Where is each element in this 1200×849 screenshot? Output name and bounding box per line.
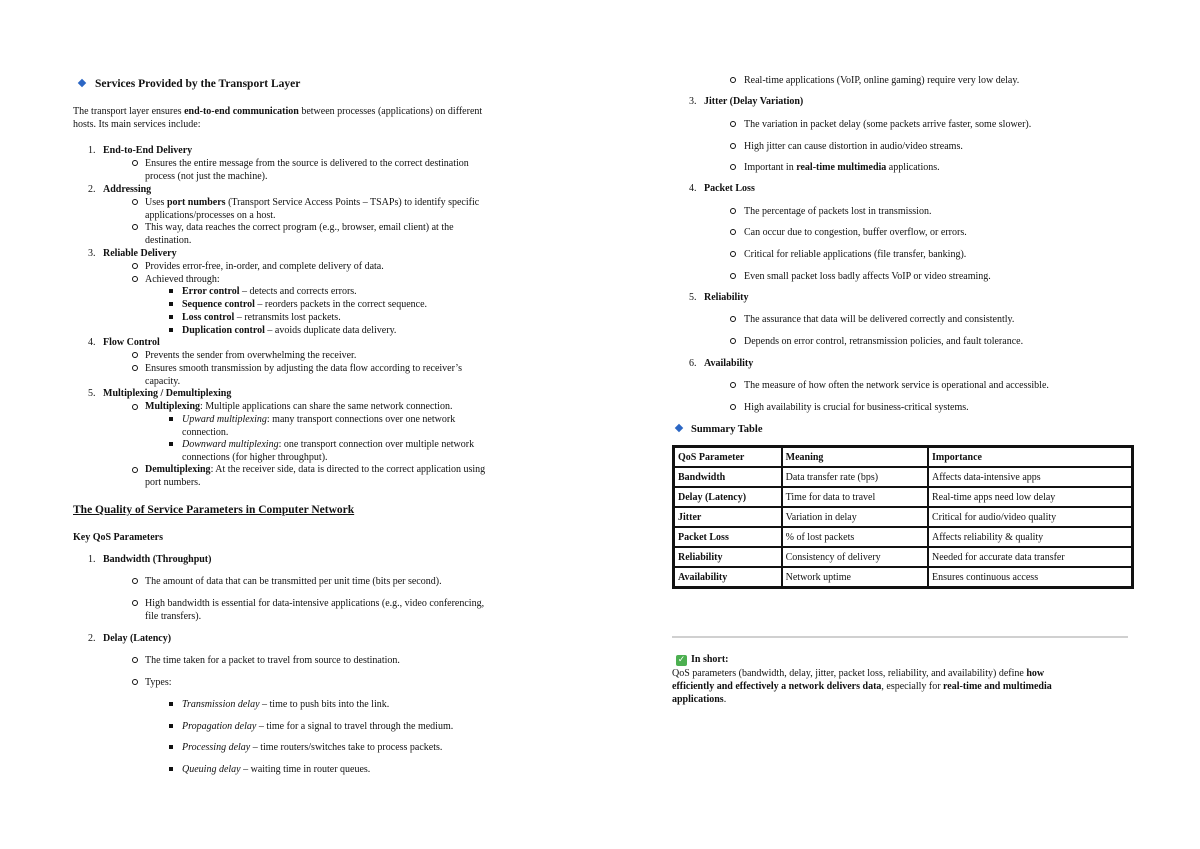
service-2: 2. Addressing — [88, 184, 152, 195]
qos-item-availability: 6. Availability — [689, 358, 754, 369]
list-item: Downward multiplexing: one transport connection over multiple network connections (for higher throughput). — [182, 439, 475, 463]
list-item: This way, data reaches the correct program (e.g., browser, email client) at the destination. — [145, 222, 454, 246]
service-1: 1. End-to-End Delivery — [88, 145, 193, 156]
in-short-paragraph: QoS parameters (bandwidth, delay, jitter, packet loss, reliability, and availability) define how efficiently and effectively a network delivers data, especially for real-time and multimedia applications. — [672, 668, 1052, 705]
list-item: Processing delay – time routers/switches take to process packets. — [182, 742, 443, 753]
circle-bullet-icon — [132, 224, 138, 230]
table-cell: Data transfer rate (bps) — [782, 467, 928, 487]
list-item: Types: — [145, 677, 172, 688]
circle-bullet-icon — [132, 365, 138, 371]
summary-table-title: Summary Table — [676, 423, 762, 437]
table-cell: Importance — [928, 447, 1132, 467]
list-item: High jitter can cause distortion in audio/video streams. — [744, 141, 963, 152]
qos-item-bandwidth: 1. Bandwidth (Throughput) — [88, 554, 212, 565]
circle-bullet-icon — [132, 578, 138, 584]
table-row — [674, 487, 1132, 507]
table-cell: Consistency of delivery — [782, 547, 928, 567]
list-item: Error control – detects and corrects errors. — [182, 286, 357, 297]
circle-bullet-icon — [730, 338, 736, 344]
list-item: Important in real-time multimedia applications. — [744, 162, 940, 173]
table-cell: Time for data to travel — [782, 487, 928, 507]
table-cell: Variation in delay — [782, 507, 928, 527]
circle-bullet-icon — [132, 657, 138, 663]
service-3: 3. Reliable Delivery — [88, 248, 177, 259]
key-qos-heading: Key QoS Parameters — [73, 532, 163, 543]
table-cell: Packet Loss — [674, 527, 782, 547]
table-row — [674, 467, 1132, 487]
list-item: Demultiplexing: At the receiver side, data is directed to the correct application using port numbers. — [145, 464, 486, 488]
table-cell: Meaning — [782, 447, 928, 467]
list-item: Queuing delay – waiting time in router queues. — [182, 764, 371, 775]
circle-bullet-icon — [132, 199, 138, 205]
list-item: The time taken for a packet to travel from source to destination. — [145, 655, 400, 666]
checkmark-icon: ✓ — [677, 655, 686, 665]
table-row — [674, 507, 1132, 527]
list-item: The amount of data that can be transmitted per unit time (bits per second). — [145, 576, 442, 587]
list-item: Achieved through: — [145, 274, 220, 285]
list-item: Ensures the entire message from the source is delivered to the correct destination process (not just the machine). — [145, 158, 469, 182]
list-item: Propagation delay – time for a signal to travel through the medium. — [182, 721, 454, 732]
service-5: 5. Multiplexing / Demultiplexing — [88, 388, 232, 399]
list-item: Upward multiplexing: many transport connections over one network connection. — [182, 414, 456, 438]
qos-heading: The Quality of Service Parameters in Computer Network — [73, 504, 355, 516]
table-cell: Critical for audio/video quality — [928, 507, 1132, 527]
list-item: Multiplexing: Multiple applications can share the same network connection. — [145, 401, 453, 412]
square-bullet-icon — [169, 302, 173, 306]
list-item: The variation in packet delay (some packets arrive faster, some slower). — [744, 119, 1032, 130]
circle-bullet-icon — [730, 121, 736, 127]
circle-bullet-icon — [730, 208, 736, 214]
intro-paragraph: The transport layer ensures end-to-end communication between processes (applications) on different hosts. Its main services include: — [73, 106, 483, 130]
table-cell: QoS Parameter — [674, 447, 782, 467]
summary-table — [672, 445, 1134, 589]
circle-bullet-icon — [132, 263, 138, 269]
circle-bullet-icon — [730, 251, 736, 257]
square-bullet-icon — [169, 328, 173, 332]
service-4: 4. Flow Control — [88, 337, 160, 348]
qos-item-reliability: 5. Reliability — [689, 292, 749, 303]
table-row — [674, 567, 1132, 587]
square-bullet-icon — [169, 442, 173, 446]
list-item: Depends on error control, retransmission policies, and fault tolerance. — [744, 336, 1024, 347]
table-cell: Bandwidth — [674, 467, 782, 487]
square-bullet-icon — [169, 417, 173, 421]
list-item: The measure of how often the network service is operational and accessible. — [744, 380, 1049, 391]
table-header-row — [674, 447, 1132, 467]
table-cell: Real-time apps need low delay — [928, 487, 1132, 507]
circle-bullet-icon — [730, 229, 736, 235]
square-bullet-icon — [169, 767, 173, 771]
in-short-label: ✓ In short: — [677, 654, 729, 665]
circle-bullet-icon — [132, 276, 138, 282]
list-item: High availability is crucial for business-critical systems. — [744, 402, 969, 413]
diamond-bullet-icon — [78, 79, 86, 87]
square-bullet-icon — [169, 289, 173, 293]
list-item: Uses port numbers (Transport Service Access Points – TSAPs) to identify specific applications/processes on a host. — [145, 197, 480, 221]
square-bullet-icon — [169, 315, 173, 319]
list-item: Real-time applications (VoIP, online gaming) require very low delay. — [744, 75, 1020, 86]
diamond-bullet-icon — [675, 424, 683, 432]
circle-bullet-icon — [730, 164, 736, 170]
list-item: Transmission delay – time to push bits into the link. — [182, 699, 390, 710]
section-title-transport: Services Provided by the Transport Layer — [79, 77, 300, 92]
circle-bullet-icon — [730, 404, 736, 410]
circle-bullet-icon — [730, 273, 736, 279]
list-item: The percentage of packets lost in transmission. — [744, 206, 932, 217]
list-item: Even small packet loss badly affects VoIP or video streaming. — [744, 271, 991, 282]
list-item: Duplication control – avoids duplicate data delivery. — [182, 325, 397, 336]
table-cell: % of lost packets — [782, 527, 928, 547]
list-item: Ensures smooth transmission by adjusting the data flow according to receiver’s capacity. — [145, 363, 462, 387]
table-cell: Delay (Latency) — [674, 487, 782, 507]
qos-item-packet-loss: 4. Packet Loss — [689, 183, 755, 194]
list-item: High bandwidth is essential for data-intensive applications (e.g., video conferencing, file transfers). — [145, 598, 485, 622]
circle-bullet-icon — [730, 77, 736, 83]
circle-bullet-icon — [730, 143, 736, 149]
table-cell: Network uptime — [782, 567, 928, 587]
table-cell: Reliability — [674, 547, 782, 567]
circle-bullet-icon — [132, 600, 138, 606]
square-bullet-icon — [169, 745, 173, 749]
table-cell: Jitter — [674, 507, 782, 527]
table-row — [674, 527, 1132, 547]
list-item: The assurance that data will be delivered correctly and consistently. — [744, 314, 1015, 325]
circle-bullet-icon — [730, 316, 736, 322]
circle-bullet-icon — [132, 404, 138, 410]
square-bullet-icon — [169, 724, 173, 728]
table-cell: Needed for accurate data transfer — [928, 547, 1132, 567]
circle-bullet-icon — [132, 679, 138, 685]
list-item: Provides error-free, in-order, and complete delivery of data. — [145, 261, 384, 272]
circle-bullet-icon — [132, 467, 138, 473]
circle-bullet-icon — [730, 382, 736, 388]
qos-item-delay: 2. Delay (Latency) — [88, 633, 172, 644]
table-cell: Affects data-intensive apps — [928, 467, 1132, 487]
list-item: Loss control – retransmits lost packets. — [182, 312, 341, 323]
circle-bullet-icon — [132, 352, 138, 358]
list-item: Sequence control – reorders packets in the correct sequence. — [182, 299, 428, 310]
circle-bullet-icon — [132, 160, 138, 166]
table-row — [674, 547, 1132, 567]
list-item: Can occur due to congestion, buffer overflow, or errors. — [744, 227, 967, 238]
table-cell: Availability — [674, 567, 782, 587]
qos-item-jitter: 3. Jitter (Delay Variation) — [689, 96, 804, 107]
divider — [672, 636, 1128, 638]
table-cell: Affects reliability & quality — [928, 527, 1132, 547]
table-cell: Ensures continuous access — [928, 567, 1132, 587]
list-item: Prevents the sender from overwhelming the receiver. — [145, 350, 357, 361]
square-bullet-icon — [169, 702, 173, 706]
list-item: Critical for reliable applications (file transfer, banking). — [744, 249, 967, 260]
